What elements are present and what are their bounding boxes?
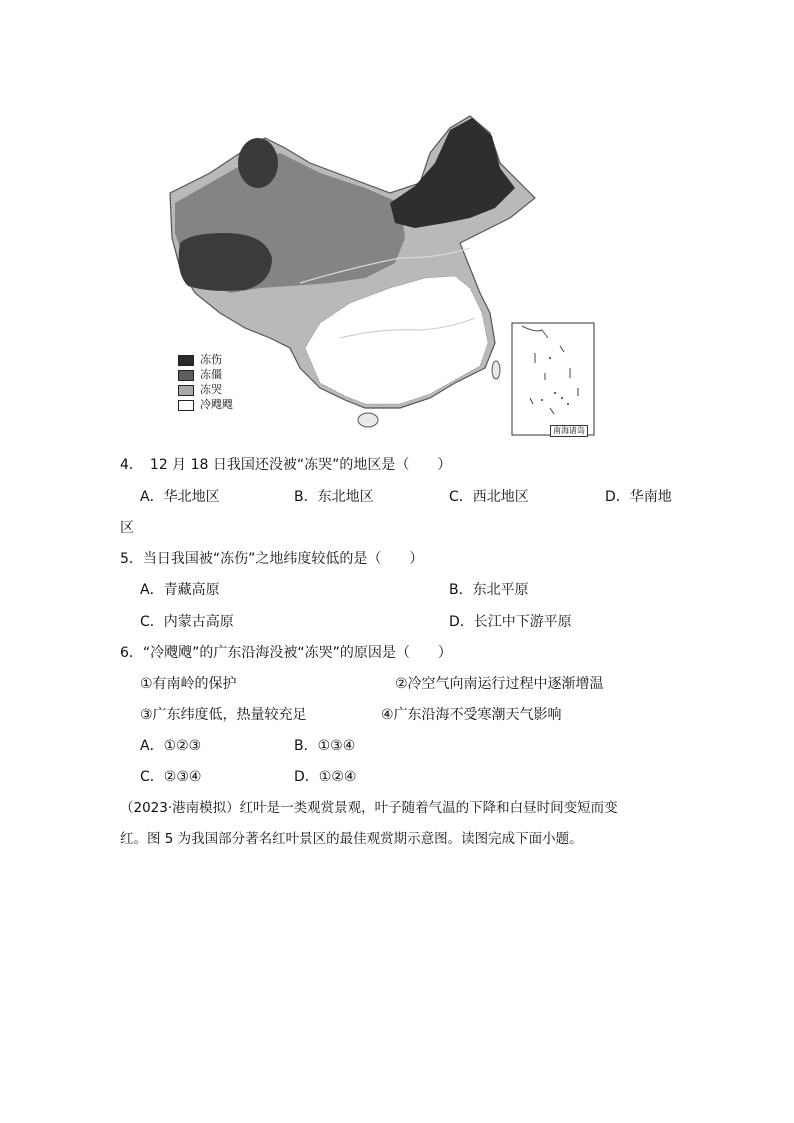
legend-label: 冷飕飕 [200,398,233,411]
legend-item [178,368,233,382]
q5-option-b[interactable]: B．东北平原 [449,582,529,598]
question-6-stem: 6．“冷飕飕”的广东沿海没被“冻哭”的原因是（ ） [120,645,452,661]
legend-swatch [178,370,194,381]
q6-option-d[interactable]: D．①②④ [294,769,357,785]
q6-item-3: ③广东纬度低，热量较充足 [140,707,307,723]
legend-label: 冻伤 [200,353,222,366]
inset-label: 南海诸岛 [550,425,588,437]
south-china-sea-inset [512,323,594,435]
legend-label: 冻哭 [200,383,222,396]
q5-option-c[interactable]: C．内蒙古高原 [140,614,234,630]
q6-item-1: ①有南岭的保护 [140,676,237,692]
legend-label: 冻僵 [200,368,222,381]
q4-option-a[interactable]: A．华北地区 [140,489,220,505]
question-5-stem: 5．当日我国被“冻伤”之地纬度较低的是（ ） [120,551,424,567]
dongshang-zone-tibet [179,233,272,291]
q6-item-2: ②冷空气向南运行过程中逐渐增温 [395,676,604,692]
q4-option-d-wrap: 区 [120,520,134,536]
legend-item [178,398,233,412]
group-intro-line2: 红。图 5 为我国部分著名红叶景区的最佳观赏期示意图。读图完成下面小题。 [120,831,583,847]
legend-swatch [178,385,194,396]
question-4-stem: 4． 12 月 18 日我国还没被“冻哭”的地区是（ ） [120,457,452,473]
q6-option-c[interactable]: C．②③④ [140,769,202,785]
legend-item [178,383,233,397]
q5-option-d[interactable]: D．长江中下游平原 [449,614,572,630]
q5-option-a[interactable]: A．青藏高原 [140,582,220,598]
q4-option-c[interactable]: C．西北地区 [449,489,529,505]
group-intro-line1: （2023·港南模拟）红叶是一类观赏景观，叶子随着气温的下降和白昼时间变短而变 [120,800,618,816]
map-legend [178,353,233,413]
dongshang-zone-xinjiang [238,138,278,188]
q6-option-b[interactable]: B．①③④ [294,738,356,754]
q4-option-b[interactable]: B．东北地区 [294,489,374,505]
legend-swatch [178,355,194,366]
q6-item-4: ④广东沿海不受寒潮天气影响 [381,707,562,723]
q4-option-d[interactable]: D．华南地 [605,489,672,505]
legend-item [178,353,233,367]
q6-option-a[interactable]: A．①②③ [140,738,202,754]
legend-swatch [178,400,194,411]
